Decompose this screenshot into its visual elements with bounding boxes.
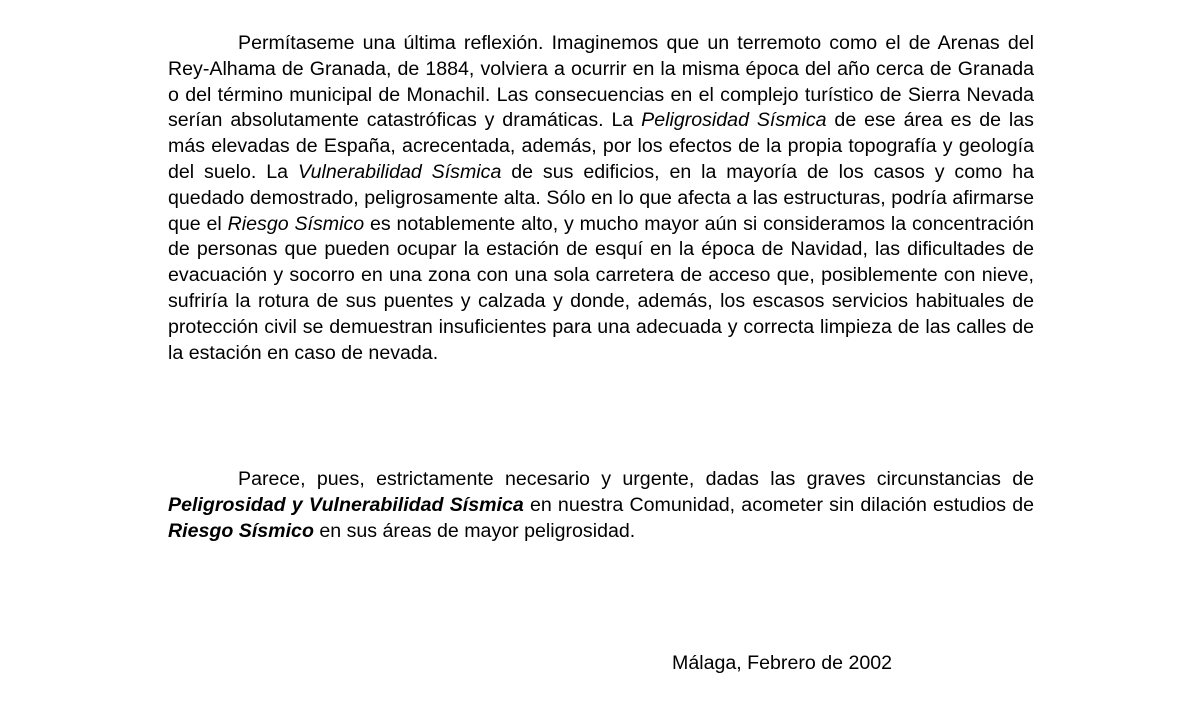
paragraph-1-text-4: es notablemente alto, y mucho mayor aún si consideramos la concentración de personas que pueden ocupar la estación de esquí en la época de Navidad, las dificultades de evacuación y socorro en una zona con una sola carretera de acceso que, posiblemente con nieve, sufriría la rotura de sus puentes y calzada y donde, además, los escasos servicios habituales de protección civil se demuestran insuficientes para una adecuada y correcta limpieza de las calles de la estación en caso de nevada.	[168, 212, 1034, 364]
paragraph-conclusion	[168, 467, 1034, 544]
paragraph-1-text-3: de sus edificios, en la mayoría de los casos y como ha quedado demostrado, peligrosamente alta. Sólo en lo que afecta a las estructuras, podría afirmarse que el	[168, 160, 1035, 235]
signature-date: Málaga, Febrero de 2002	[672, 652, 893, 674]
paragraph-1-text-2: de ese área es de las más elevadas de España, acrecentada, además, por los efectos de la propia topografía y geología del suelo. La	[168, 109, 1034, 183]
paragraph-1-text-1: Permítaseme una última reflexión. Imaginemos que un terremoto como el de Arenas del Rey-Alhama de Granada, de 1884, volviera a ocurrir en la misma época del año cerca de Granada o del término municipal de Monachil. Las consecuencias en el complejo turístico de Sierra Nevada serían absolutamente catastróficas y dramáticas. La	[168, 32, 1034, 132]
paragraph-2-text-2: en nuestra Comunidad, acometer sin dilación estudios de	[523, 493, 1034, 516]
paragraph-2-text-1: Parece, pues, estrictamente necesario y urgente, dadas las graves circunstancias de	[238, 468, 1034, 490]
paragraph-reflection	[168, 31, 1034, 366]
paragraph-2-text-3: en sus áreas de mayor peligrosidad.	[313, 519, 636, 542]
term-riesgo-sismico-bold: Riesgo Sísmico	[168, 519, 314, 542]
term-riesgo-sismico: Riesgo Sísmico	[227, 212, 365, 235]
term-peligrosidad-sismica: Peligrosidad Sísmica	[641, 109, 827, 132]
term-peligrosidad-vulnerabilidad-bold: Peligrosidad y Vulnerabilidad Sísmica	[168, 493, 524, 516]
term-vulnerabilidad-sismica: Vulnerabilidad Sísmica	[297, 160, 502, 183]
